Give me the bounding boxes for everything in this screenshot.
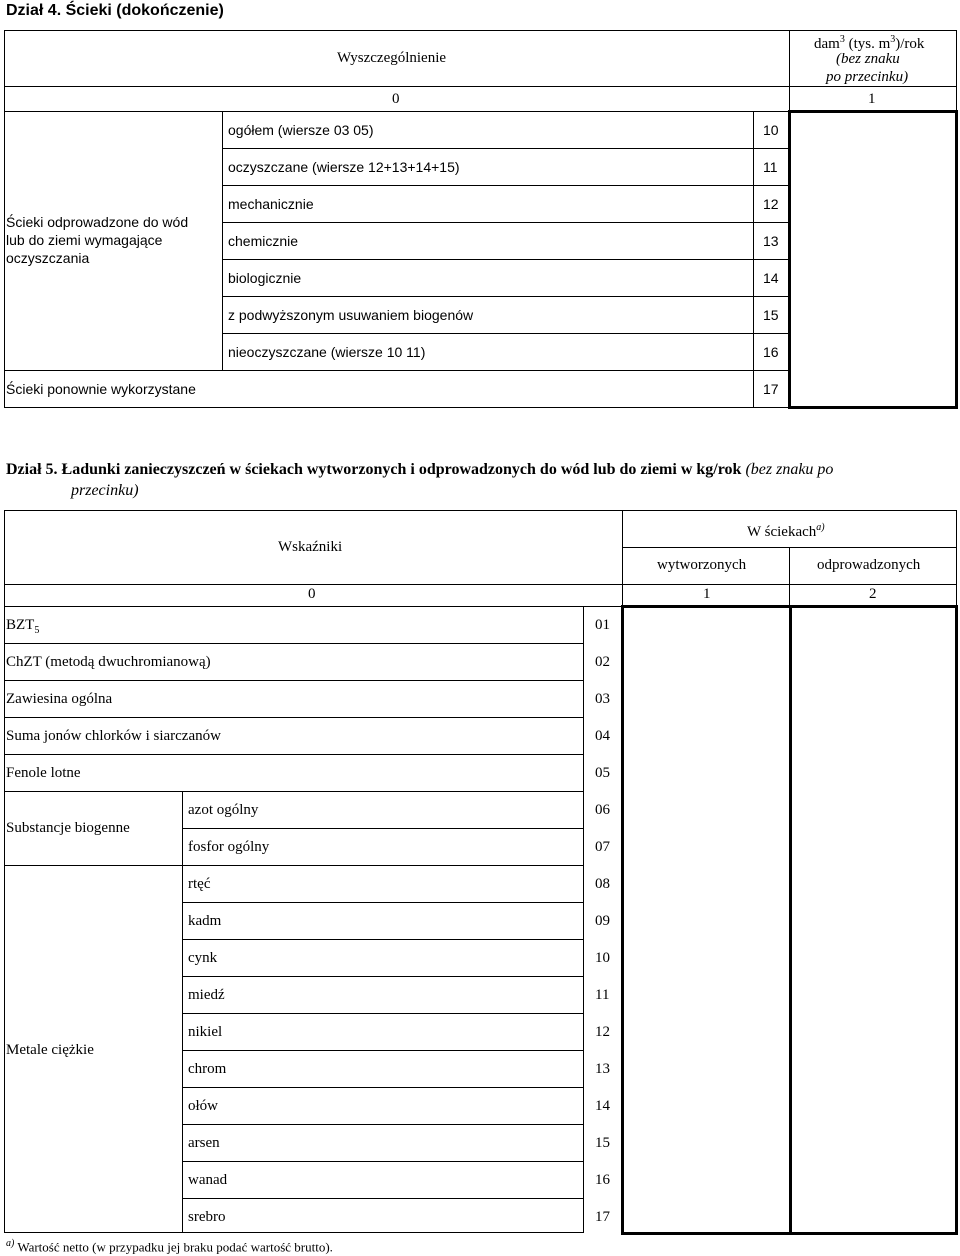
row-number: 09 xyxy=(595,913,610,929)
row-label: Ścieki ponownie wykorzystane xyxy=(6,381,196,397)
row-number: 05 xyxy=(595,765,610,781)
group-label-line1: Ścieki odprowadzone do wód xyxy=(6,214,189,230)
row-label: ChZT (metodą dwuchromianową) xyxy=(6,654,211,670)
row-label: nieoczyszczane (wiersze 10 11) xyxy=(228,344,426,360)
row-number: 12 xyxy=(595,1024,610,1040)
row-label: chemicznie xyxy=(228,233,299,249)
row-number: 17 xyxy=(595,1209,610,1225)
row-number: 01 xyxy=(595,617,610,633)
header-unit-note2: po przecinku) xyxy=(826,69,909,85)
header-wskazniki: Wskaźniki xyxy=(278,539,343,555)
row-number: 08 xyxy=(595,876,610,892)
row-label: kadm xyxy=(188,913,222,929)
col-index-2: 2 xyxy=(869,586,877,602)
header-w-sciekach: W ściekach$^{a)}$ xyxy=(747,522,825,540)
row-number: 13 xyxy=(763,233,779,249)
row-label-bzt: $BZT_5$ xyxy=(6,617,40,636)
row-label: Fenole lotne xyxy=(6,765,81,781)
table5-border xyxy=(4,510,957,511)
row-label: ogółem (wiersze 03 05) xyxy=(228,122,374,138)
col-index-0: 0 xyxy=(308,586,316,602)
row-number: 10 xyxy=(595,950,610,966)
row-number: 11 xyxy=(595,987,610,1003)
group-metale: Metale ciężkie xyxy=(6,1042,94,1058)
header-unit-note1: (bez znaku xyxy=(836,51,900,67)
row-label: arsen xyxy=(188,1135,220,1151)
row-number: 07 xyxy=(595,839,610,855)
footnote: $^{a)}$ Wartość netto (w przypadku jej braku podać wartość brutto). xyxy=(6,1238,333,1255)
section5-title-line2: przecinku) xyxy=(71,482,139,499)
row-label: miedź xyxy=(188,987,225,1003)
group-biogenne: Substancje biogenne xyxy=(6,820,130,836)
row-label: fosfor ogólny xyxy=(188,839,270,855)
row-number: 16 xyxy=(595,1172,610,1188)
row-number: 12 xyxy=(763,196,779,212)
row-label: oczyszczane (wiersze 12+13+14+15) xyxy=(228,159,460,175)
row-number: 16 xyxy=(763,344,779,360)
row-label: Zawiesina ogólna xyxy=(6,691,113,707)
row-label: mechanicznie xyxy=(228,196,314,212)
col-index-0: 0 xyxy=(392,91,400,107)
row-number: 04 xyxy=(595,728,610,744)
section5-title: Dział 5. Ładunki zanieczyszczeń w ściekach wytworzonych i odprowadzonych do wód lub do ziemi w kg/rok (bez znaku po xyxy=(6,461,834,478)
group-label-line3: oczyszczania xyxy=(6,250,90,266)
section4-title: Dział 4. Ścieki (dokończenie) xyxy=(6,2,224,19)
row-number: 13 xyxy=(595,1061,610,1077)
row-number: 17 xyxy=(763,381,779,397)
row-number: 14 xyxy=(763,270,779,286)
header-wyszczegolnienie: Wyszczególnienie xyxy=(337,50,447,66)
row-label: cynk xyxy=(188,950,218,966)
header-wytworzonych: wytworzonych xyxy=(657,557,747,573)
row-label: Suma jonów chlorków i siarczanów xyxy=(6,728,221,744)
row-label: srebro xyxy=(188,1209,226,1225)
row-number: 15 xyxy=(595,1135,610,1151)
input-box-s4[interactable] xyxy=(789,110,958,113)
row-number: 06 xyxy=(595,802,610,818)
row-number: 14 xyxy=(595,1098,610,1114)
row-label: azot ogólny xyxy=(188,802,259,818)
row-number: 10 xyxy=(763,122,779,138)
row-label: biologicznie xyxy=(228,270,302,286)
row-label: z podwyższonym usuwaniem biogenów xyxy=(228,307,474,323)
header-unit: dam$^3$ (tys. $m^3$)/rok xyxy=(814,34,925,52)
col-index-1: 1 xyxy=(703,586,711,602)
header-odprowadzonych: odprowadzonych xyxy=(817,557,921,573)
row-number: 02 xyxy=(595,654,610,670)
col-index-1: 1 xyxy=(868,91,876,107)
row-label: nikiel xyxy=(188,1024,223,1040)
row-label: wanad xyxy=(188,1172,228,1188)
row-number: 03 xyxy=(595,691,610,707)
row-label: rtęć xyxy=(188,876,211,892)
group-label-line2: lub do ziemi wymagające xyxy=(6,232,163,248)
row-number: 15 xyxy=(763,307,779,323)
row-label: chrom xyxy=(188,1061,227,1077)
row-number: 11 xyxy=(763,159,778,175)
row-label: ołów xyxy=(188,1098,218,1114)
